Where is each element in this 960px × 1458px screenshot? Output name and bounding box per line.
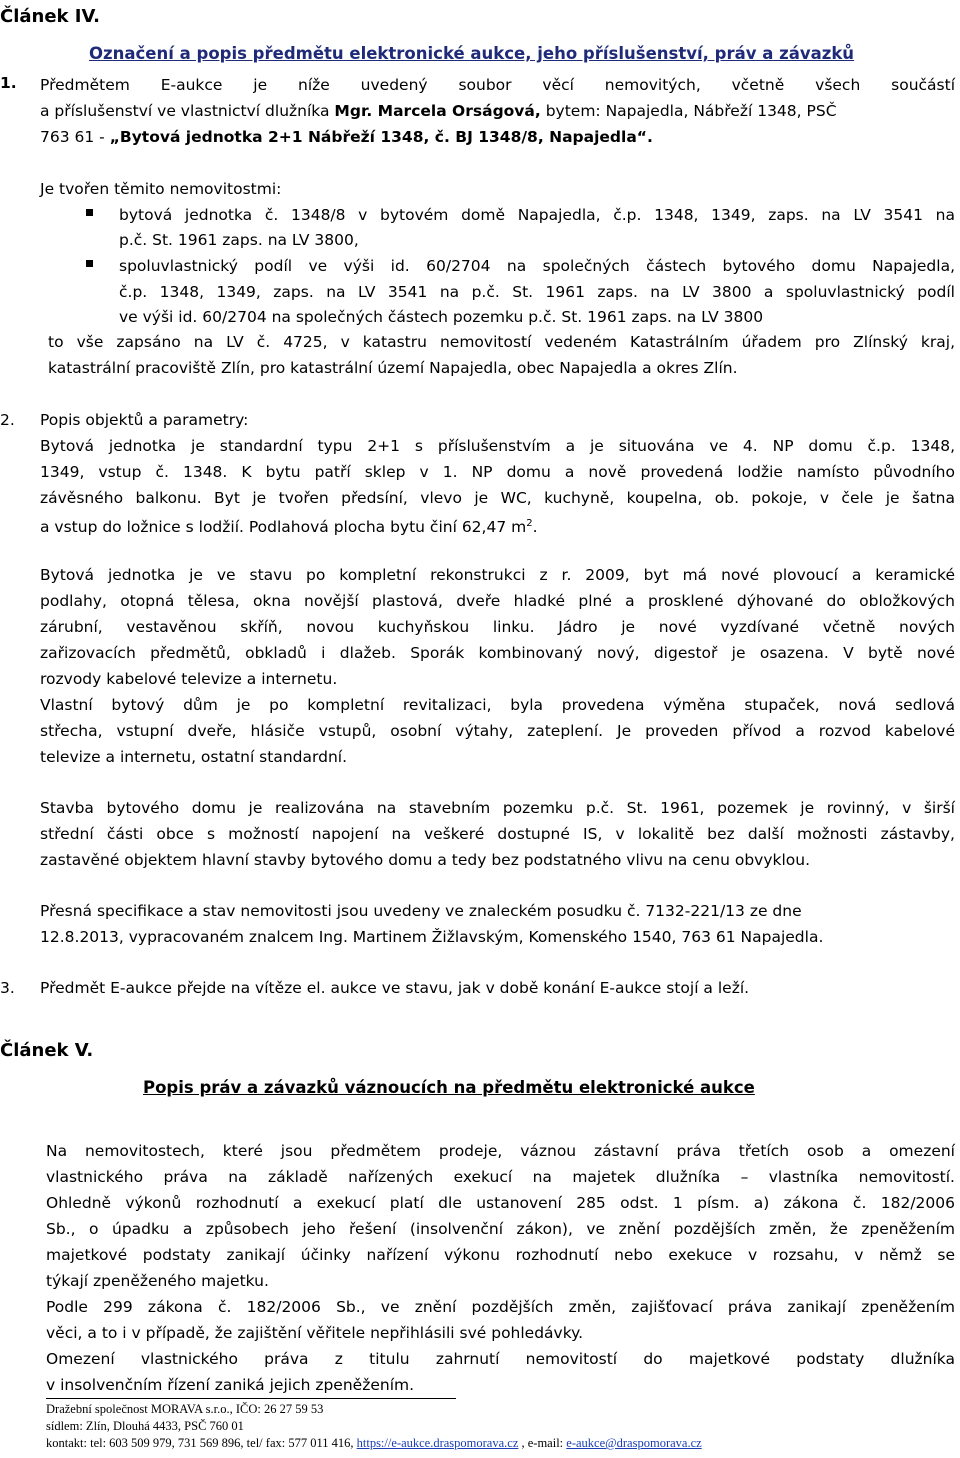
article-5-p1-line-3: Ohledně výkonů rozhodnutí a exekucí platí dle ustanovení 285 odst. 1 písm. a) zákona č. 182/2006 [46, 1194, 955, 1212]
article-5-p3-line-2: v insolvenčním řízení zaniká jejich zpeněžením. [46, 1376, 415, 1394]
item-2-title: Popis objektů a parametry: [40, 411, 249, 429]
bullet-2-line-1: spoluvlastnický podíl ve výši id. 60/2704 na společných částech bytového domu Napajedla, [119, 257, 955, 275]
registry-line-1: to vše zapsáno na LV č. 4725, v katastru nemovitostí vedeném Katastrálním úřadem pro Zlínský kraj, [48, 333, 955, 351]
bullet-marker [86, 260, 93, 267]
item-2-p5-line-1: Přesná specifikace a stav nemovitosti jsou uvedeny ve znaleckém posudku č. 7132-221/13 ze dne [40, 902, 802, 920]
article-5-p1-line-2: vlastnického práva na základě nařízených exekucí na majetek dlužníka – vlastníka nemovitostí. [46, 1168, 955, 1186]
debtor-name: Mgr. Marcela Orságová, [334, 102, 541, 120]
article-5-p2-line-2: věci, a to i v případě, že zajištění věřitele nepřihlásili své pohledávky. [46, 1324, 584, 1342]
item-2-p4-line-3: zastavěné objektem hlavní stavby bytového domu a tedy bez podstatného vlivu na cenu obvyklou. [40, 851, 811, 869]
item-2-p3-line-1: Vlastní bytový dům je po kompletní revitalizaci, byla provedena výměna stupaček, nová sedlová [40, 696, 955, 714]
item-2-p2-line-5: rozvody kabelové televize a internetu. [40, 670, 338, 688]
article-5-p3-line-1: Omezení vlastnického práva z titulu zahrnutí nemovitostí do majetkové podstaty dlužníka [46, 1350, 955, 1368]
item-2-p4-line-1: Stavba bytového domu je realizována na stavebním pozemku p.č. St. 1961, pozemek je rovinný, v širší [40, 799, 955, 817]
article-5-p1-line-1: Na nemovitostech, které jsou předmětem prodeje, váznou zástavní práva třetích osob a omezení [46, 1142, 955, 1160]
item-2-p2-line-4: zařizovacích předmětů, obkladů i dlažeb. Sporák kombinovaný nový, digestoř je osazena. V bytě nové [40, 644, 955, 662]
property-title: „Bytová jednotka 2+1 Nábřeží 1348, č. BJ 1348/8, Napajedla“. [109, 128, 653, 146]
item-2-p2-line-1: Bytová jednotka je ve stavu po kompletní rekonstrukci z r. 2009, byt má nové plovoucí a keramické [40, 566, 955, 584]
item-2-p4-line-2: střední části obce s možností napojení na veškeré dostupné IS, v lokalitě bez další možnosti zástavby, [40, 825, 955, 843]
item-1-number: 1. [0, 74, 17, 92]
item-2-p1-line-4: a vstup do ložnice s lodžií. Podlahová plocha bytu činí 62,47 $m^2$. [40, 518, 538, 537]
bullet-2-line-2: č.p. 1348, 1349, zaps. na LV 3541 na p.č. St. 1961 zaps. na LV 3800 a spoluvlastnický podíl [119, 283, 955, 301]
article-5-p2-line-1: Podle 299 zákona č. 182/2006 Sb., ve znění pozdějších změn, zajišťovací práva zanikají zpeněžením [46, 1298, 955, 1316]
item-2-p1-line-2: 1349, vstup č. 1348. K bytu patří sklep v 1. NP domu a nově provedená lodžie namísto původního [40, 463, 955, 481]
item-2-p1-line-1: Bytová jednotka je standardní typu 2+1 s příslušenstvím a je situována ve 4. NP domu č.p. 1348, [40, 437, 955, 455]
footer-contact: kontakt: tel: 603 509 979, 731 569 896, tel/ fax: 577 011 416, https://e-aukce.draspomorava.cz , e-mail: e-aukce@draspomorava.cz [46, 1436, 702, 1450]
item-2-p3-line-3: televize a internetu, ostatní standardní. [40, 748, 347, 766]
item-2-p5-line-2: 12.8.2013, vypracovaném znalcem Ing. Martinem Žižlavským, Komenského 1540, 763 61 Napajedla. [40, 928, 824, 946]
footer-company: Dražební společnost MORAVA s.r.o., IČO: 26 27 59 53 [46, 1402, 324, 1416]
bullet-1-line-1: bytová jednotka č. 1348/8 v bytovém domě Napajedla, č.p. 1348, 1349, zaps. na LV 3541 na [119, 206, 955, 224]
article-4-heading: Článek IV. [0, 6, 100, 27]
composition-intro: Je tvořen těmito nemovitostmi: [40, 180, 282, 198]
item-1-line-3: 763 61 - „Bytová jednotka 2+1 Nábřeží 1348, č. BJ 1348/8, Napajedla“. [40, 128, 653, 146]
bullet-2-line-3: ve výši id. 60/2704 na společných částech pozemku p.č. St. 1961 zaps. na LV 3800 [119, 308, 764, 326]
article-4-subheading: Označení a popis předmětu elektronické aukce, jeho příslušenství, práv a závazků [89, 44, 855, 63]
item-2-p3-line-2: střecha, vstupní dveře, hlásiče vstupů, osobní výtahy, zateplení. Je proveden přívod a rozvod kabelové [40, 722, 955, 740]
bullet-1-line-2: p.č. St. 1961 zaps. na LV 3800, [119, 231, 359, 249]
article-5-p1-line-5: majetkové podstaty zanikají účinky nařízení výkonu rozhodnutí nebo exekuce v rozsahu, v němž se [46, 1246, 955, 1264]
item-3-text: Předmět E-aukce přejde na vítěze el. aukce ve stavu, jak v době konání E-aukce stojí a leží. [40, 979, 750, 997]
article-5-p1-line-6: týkají zpeněženého majetku. [46, 1272, 269, 1290]
article-5-p1-line-4: Sb., o úpadku a způsobech jeho řešení (insolvenční zákon), ve znění pozdějších změn, že zpeněžením [46, 1220, 955, 1238]
article-5-subheading: Popis práv a závazků váznoucích na předmětu elektronické aukce [143, 1078, 755, 1097]
email-link[interactable]: e-aukce@draspomorava.cz [566, 1436, 702, 1450]
item-2-number: 2. [0, 411, 15, 429]
item-2-p2-line-3: zárubní, vestavěnou skříň, novou kuchyňskou linku. Jádro je nové vyzdívané včetně nových [40, 618, 955, 636]
website-link[interactable]: https://e-aukce.draspomorava.cz [356, 1436, 519, 1450]
article-5-heading: Článek V. [0, 1040, 94, 1061]
item-1-line-1: Předmětem E-aukce je níže uvedený soubor věcí nemovitých, včetně všech součástí [40, 76, 955, 94]
bullet-marker [86, 209, 93, 216]
item-1-line-2: a příslušenství ve vlastnictví dlužníka Mgr. Marcela Orságová, bytem: Napajedla, Nábřeží 1348, PSČ [40, 102, 837, 120]
item-2-p1-line-3: závěsného balkonu. Byt je tvořen předsíní, vlevo je WC, kuchyně, koupelna, ob. pokoje, v čele je šatna [40, 489, 955, 507]
item-2-p2-line-2: podlahy, otopná tělesa, okna novější plastová, dveře hladké plné a prosklené dýhované do obložkových [40, 592, 955, 610]
footer-divider [46, 1398, 456, 1399]
footer-address: sídlem: Zlín, Dlouhá 4433, PSČ 760 01 [46, 1419, 244, 1433]
item-3-number: 3. [0, 979, 15, 997]
registry-line-2: katastrální pracoviště Zlín, pro katastrální území Napajedla, obec Napajedla a okres Zlín. [48, 359, 738, 377]
